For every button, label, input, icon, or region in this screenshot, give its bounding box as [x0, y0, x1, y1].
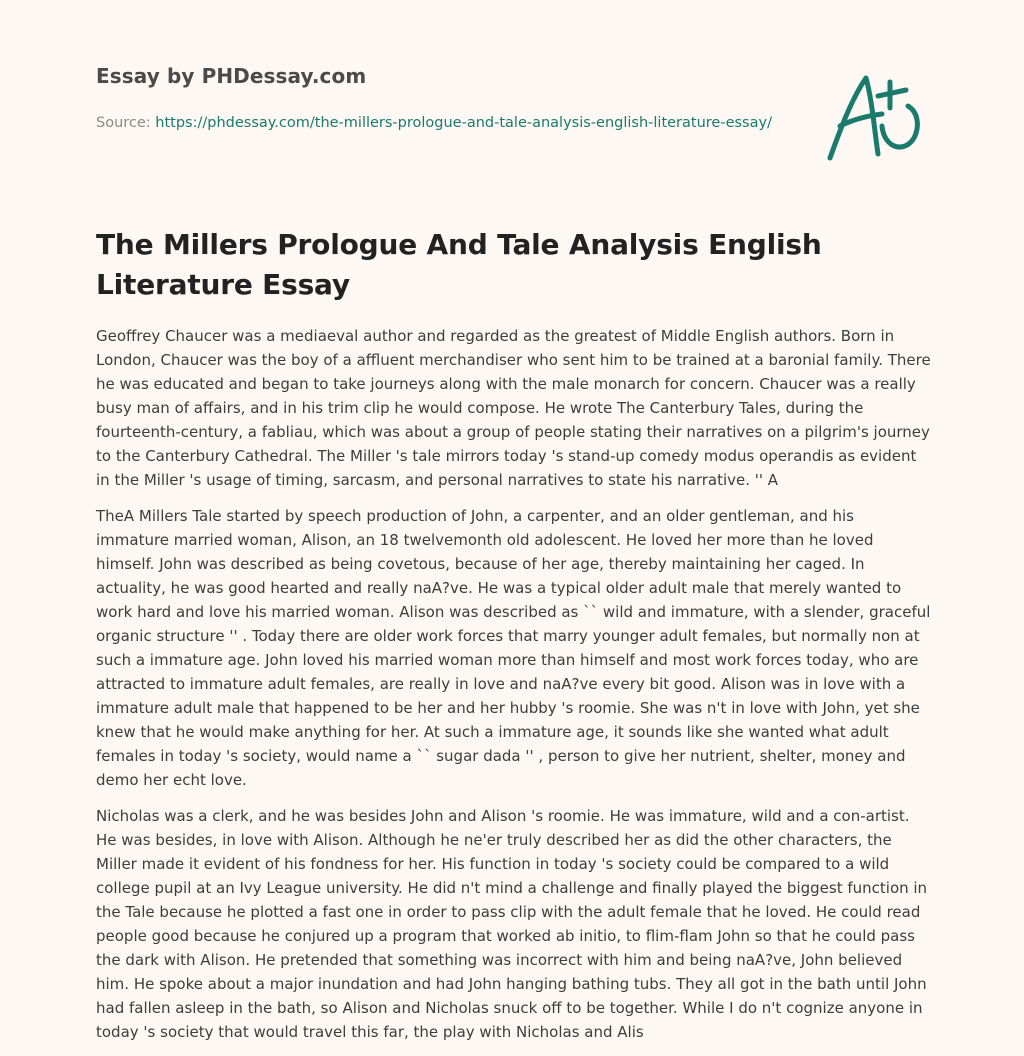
essay-paragraph: Geoffrey Chaucer was a mediaeval author and regarded as the greatest of Middle English authors. Born in London, Chaucer was the boy of a affluent merchandiser who sent him to be trained at a baronial family. There he was educated and began to take journeys along with the male monarch for concern. Chaucer was a really busy man of affairs, and in his trim clip he would compose. He wrote The Canterbury Tales, during the fourteenth-century, a fabliau, which was about a group of people stating their narratives on a pilgrim's journey to the Canterbury Cathedral. The Miller 's tale mirrors today 's stand-up comedy modus operandis as evident in the Miller 's usage of timing, sarcasm, and personal narratives to state his narrative. '' A — [96, 327, 931, 489]
essay-body — [96, 324, 931, 1056]
a-plus-grade-icon-graphic — [822, 68, 932, 168]
a-plus-grade-icon — [822, 68, 932, 168]
source-label: Source: — [96, 115, 156, 131]
site-brand: Essay by PHDessay.com — [96, 64, 367, 88]
source-link[interactable]: https://phdessay.com/the-millers-prologue-and-tale-analysis-english-literature-essay/ — [155, 115, 772, 131]
essay-paragraph: Nicholas was a clerk, and he was besides John and Alison 's roomie. He was immature, wild and a con-artist. He was besides, in love with Alison. Although he ne'er truly described her as did the other characters, the Miller made it evident of his fondness for her. His function in today 's society could be compared to a wild college pupil at an Ivy League university. He did n't mind a challenge and finally played the biggest function in the Tale because he plotted a fast one in order to pass clip with the adult female that he loved. He could read people good because he conjured up a program that worked ab initio, to flim-flam John so that he could pass the dark with Alison. He pretended that something was incorrect with him and being naA?ve, John believed him. He spoke about a major inundation and had John hanging bathing tubs. They all got in the bath until John had fallen asleep in the bath, so Alison and Nicholas snuck off to be together. While I do n't cognize anyone in today 's society that would travel this far, the play with Nicholas and Alis — [96, 807, 928, 1041]
essay-paragraph: TheA Millers Tale started by speech production of John, a carpenter, and an older gentleman, and his immature married woman, Alison, an 18 twelvemonth old adolescent. He loved her more than he loved himself. John was described as being covetous, because of her age, thereby maintaining her caged. In actuality, he was good hearted and really naA?ve. He was a typical older adult male that merely wanted to work hard and love his married woman. Alison was described as `` wild and immature, with a slender, graceful organic structure '' . Today there are older work forces that marry younger adult females, but normally non at such a immature age. John loved his married woman more than himself and most work forces today, who are attracted to immature adult females, are really in love and naA?ve every bit good. Alison was in love with a immature adult male that happened to be her and her hubby 's roomie. She was n't in love with John, yet she knew that he would make anything for her. At such a immature age, it sounds like she wanted what adult females in today 's society, would name a `` sugar dada '' , person to give her nutrient, shelter, money and demo her echt love. — [96, 507, 931, 789]
source-line — [96, 112, 776, 134]
essay-title: The Millers Prologue And Tale Analysis English Literature Essay — [96, 228, 822, 301]
